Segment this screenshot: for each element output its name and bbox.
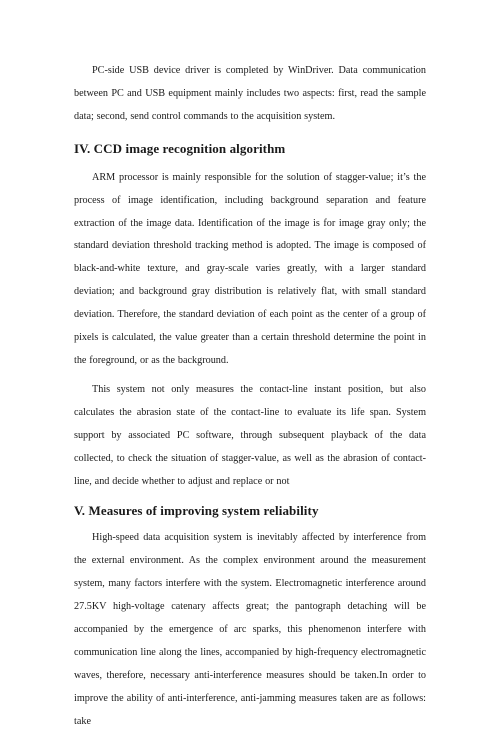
document-page <box>74 60 426 734</box>
paragraph-system-measures: This system not only measures the contact-line instant position, but also calculates the abrasion state of the contact-line to evaluate its life span. System support by associated PC software, through subsequent playback of the data collected, to check the situation of stagger-value, as well as the abrasion of contact-line, and decide whether to adjust and replace or not <box>74 383 426 487</box>
section-heading-ccd-algorithm: IV. CCD image recognition algorithm <box>74 140 286 156</box>
paragraph-arm-processor: ARM processor is mainly responsible for the solution of stagger-value; it’s the process of image identification, including background separation and feature extraction of the image data. Identification of the image is for image gray only; the standard deviation threshold tracking method is adopted. The image is composed of black-and-white texture, and gray-scale varies greatly, with a larger standard deviation; and background gray distribution is relatively flat, with small standard deviation. Therefore, the standard deviation of each point as the center of a group of pixels is calculated, the value greater than a certain threshold determine the point in the foreground, or as the background. <box>74 171 426 366</box>
paragraph-interference: High-speed data acquisition system is inevitably affected by interference from the external environment. As the complex environment around the measurement system, many factors interfere with the system. Electromagnetic interference around 27.5KV high-voltage catenary affects great; the pantograph detaching will be accompanied by the emergence of arc sparks, this phenomenon interfere with communication line along the lines, accompanied by high-frequency electromagnetic waves, therefore, necessary anti-interference measures should be taken.In order to improve the ability of anti-interference, anti-jamming measures taken are as follows: take <box>74 532 426 727</box>
section-heading-reliability: V. Measures of improving system reliability <box>74 503 319 519</box>
paragraph-usb-driver: PC-side USB device driver is completed by WinDriver. Data communication between PC and USB equipment mainly includes two aspects: first, read the sample data; second, send control commands to the acquisition system. <box>74 65 426 122</box>
